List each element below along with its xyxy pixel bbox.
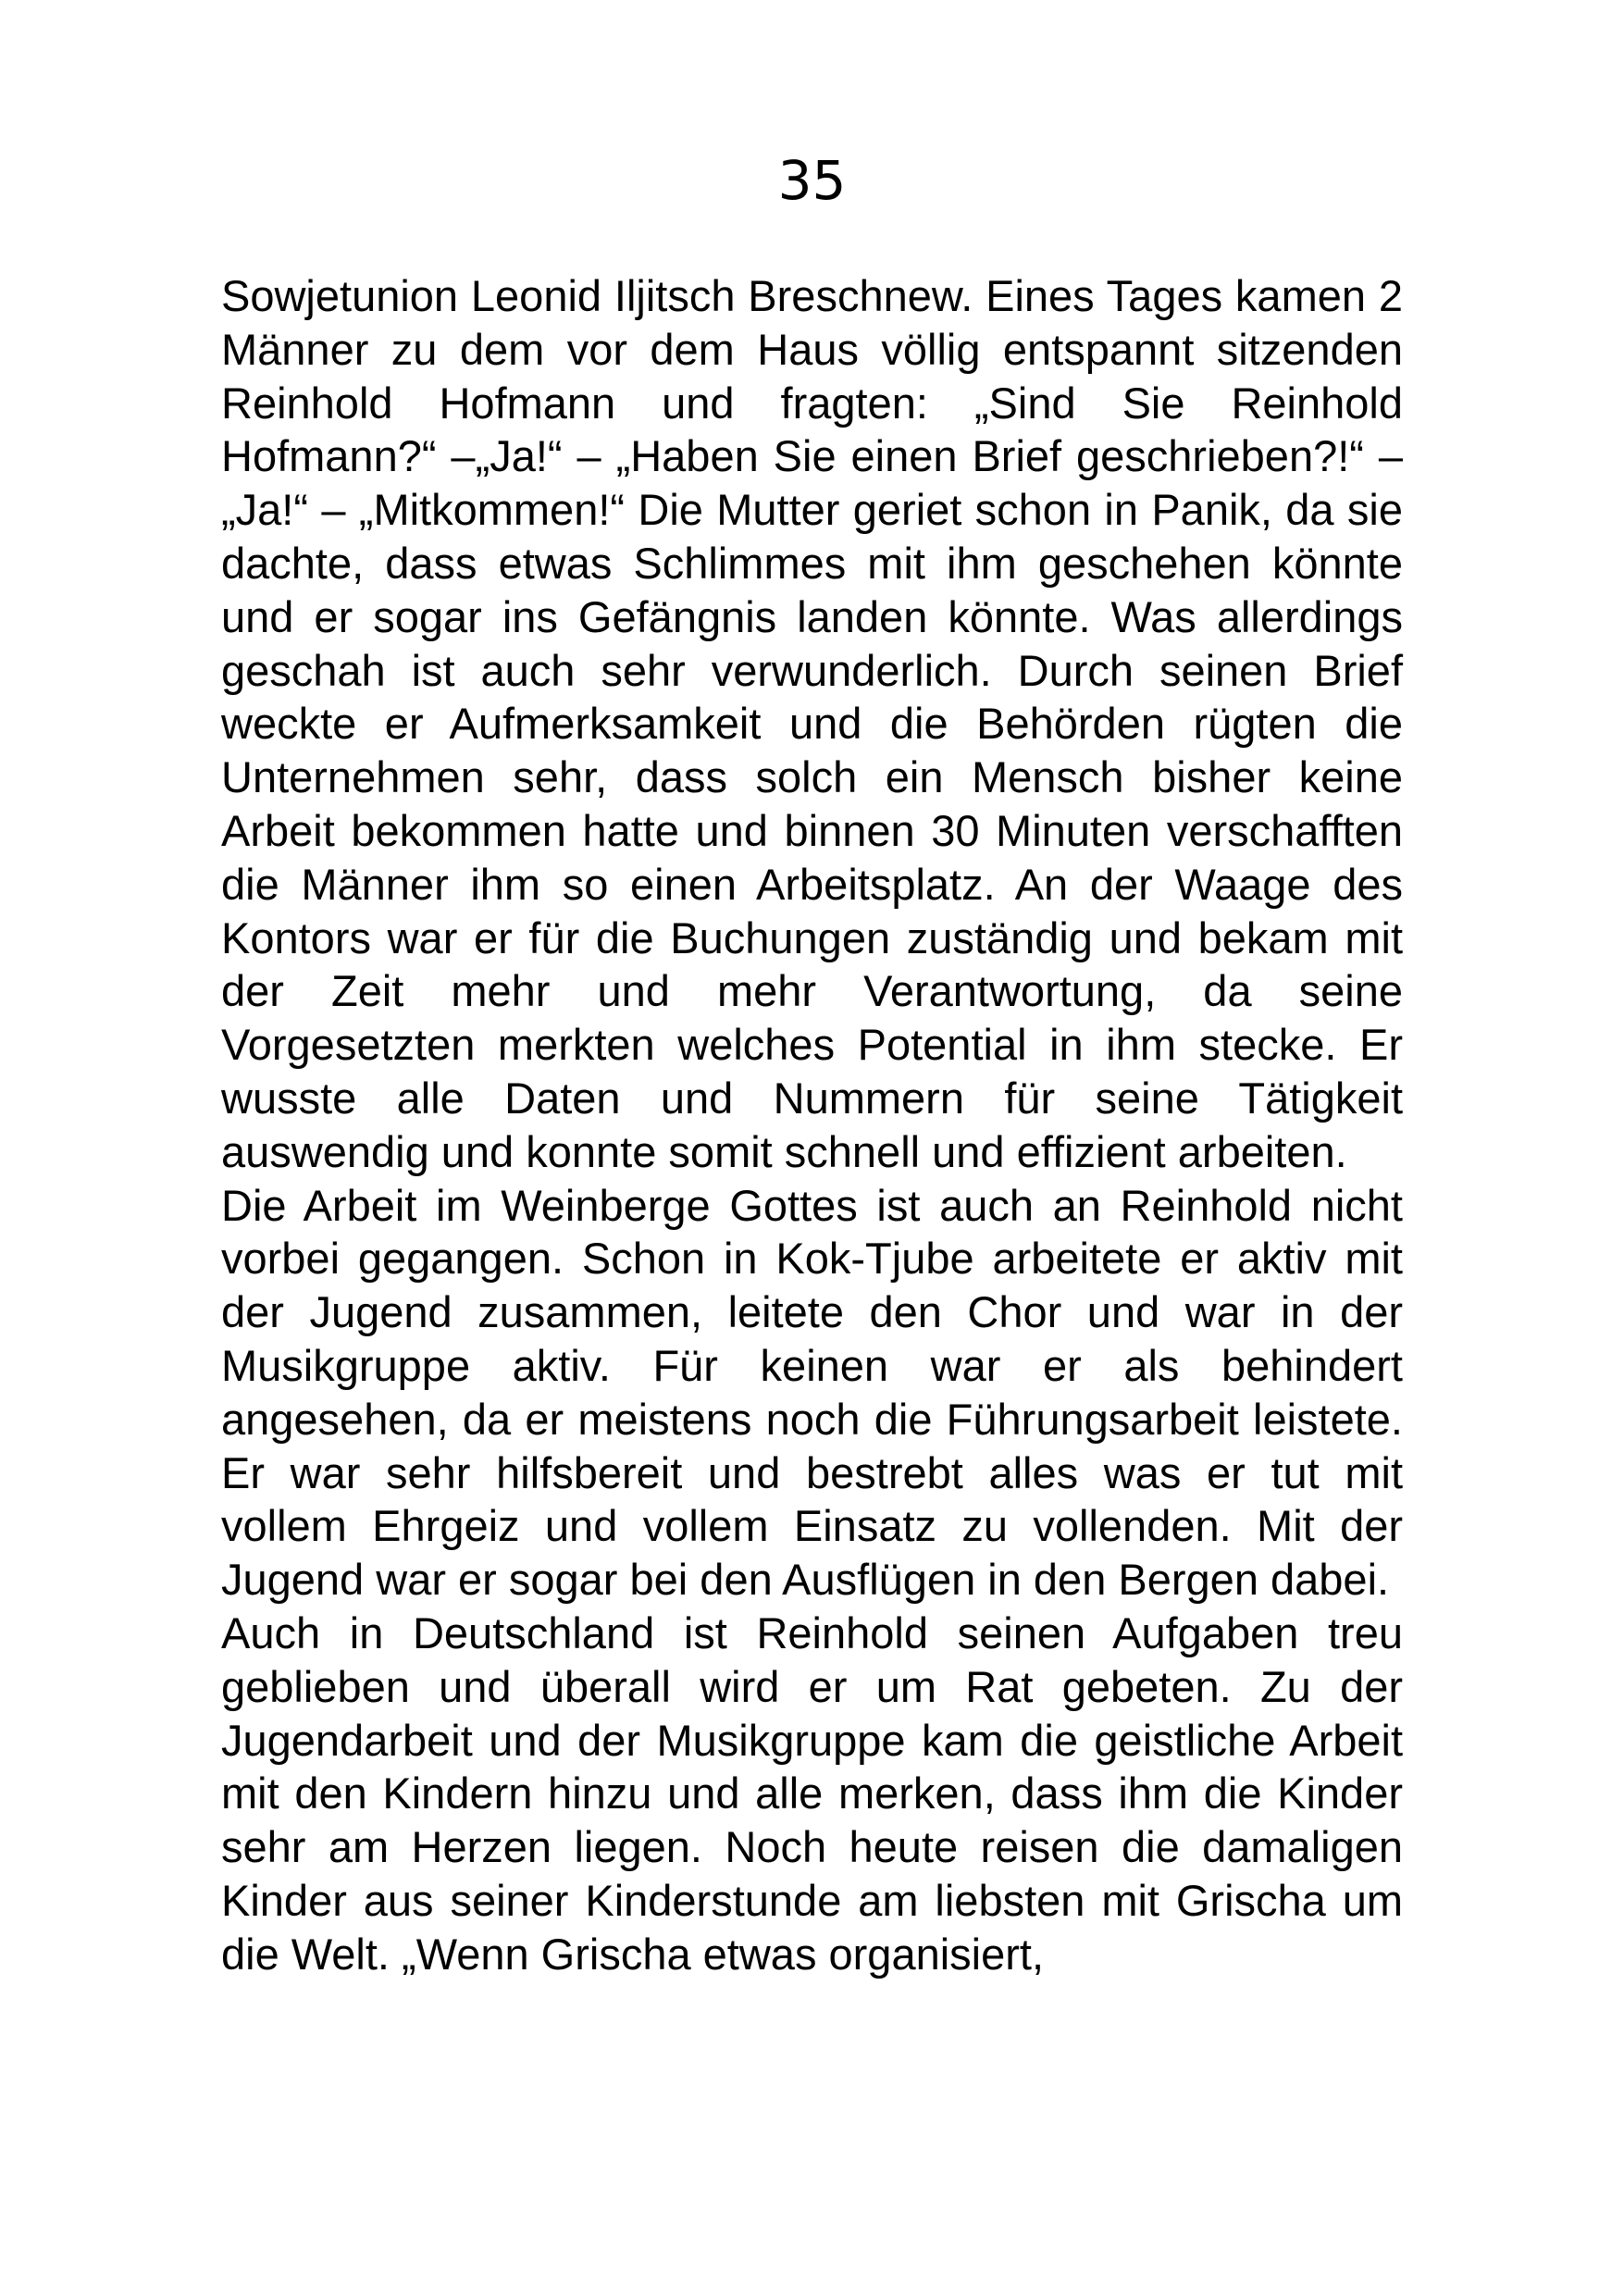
body-text — [221, 269, 1403, 1981]
page-number: 35 — [777, 149, 847, 212]
paragraph: Sowjetunion Leonid Iljitsch Breschnew. Eines Tages kamen 2 Männer zu dem vor dem Haus völlig entspannt sitzenden Reinhold Hofmann und fragten: „Sind Sie Reinhold Hofmann?“ –„Ja!“ – „Haben Sie einen Brief geschrieben?!“ – „Ja!“ – „Mitkommen!“ Die Mutter geriet schon in Panik, da sie dachte, dass etwas Schlimmes mit ihm geschehen könnte und er sogar ins Gefängnis landen könnte. Was allerdings geschah ist auch sehr verwunderlich. Durch seinen Brief weckte er Aufmerksamkeit und die Behörden rügten die Unternehmen sehr, dass solch ein Mensch bisher keine Arbeit bekommen hatte und binnen 30 Minuten verschafften die Männer ihm so einen Arbeitsplatz. An der Waage des Kontors war er für die Buchungen zuständig und bekam mit der Zeit mehr und mehr Verantwortung, da seine Vorgesetzten merkten welches Potential in ihm stecke. Er wusste alle Daten und Nummern für seine Tätigkeit auswendig und konnte somit schnell und effizient arbeiten. — [221, 271, 1403, 1176]
paragraph: Die Arbeit im Weinberge Gottes ist auch an Reinhold nicht vorbei gegangen. Schon in Kok-Tjube arbeitete er aktiv mit der Jugend zusammen, leitete den Chor und war in der Musikgruppe aktiv. Für keinen war er als behindert angesehen, da er meistens noch die Führungsarbeit leistete. Er war sehr hilfsbereit und bestrebt alles was er tut mit vollem Ehrgeiz und vollem Einsatz zu vollenden. Mit der Jugend war er sogar bei den Ausflügen in den Bergen dabei. — [221, 1180, 1403, 1605]
paragraph: Auch in Deutschland ist Reinhold seinen Aufgaben treu geblieben und überall wird er um Rat gebeten. Zu der Jugendarbeit und der Musikgruppe kam die geistliche Arbeit mit den Kindern hinzu und alle merken, dass ihm die Kinder sehr am Herzen liegen. Noch heute reisen die damaligen Kinder aus seiner Kinderstunde am liebsten mit Grischa um die Welt. „Wenn Grischa etwas organisiert, — [221, 1607, 1403, 1979]
